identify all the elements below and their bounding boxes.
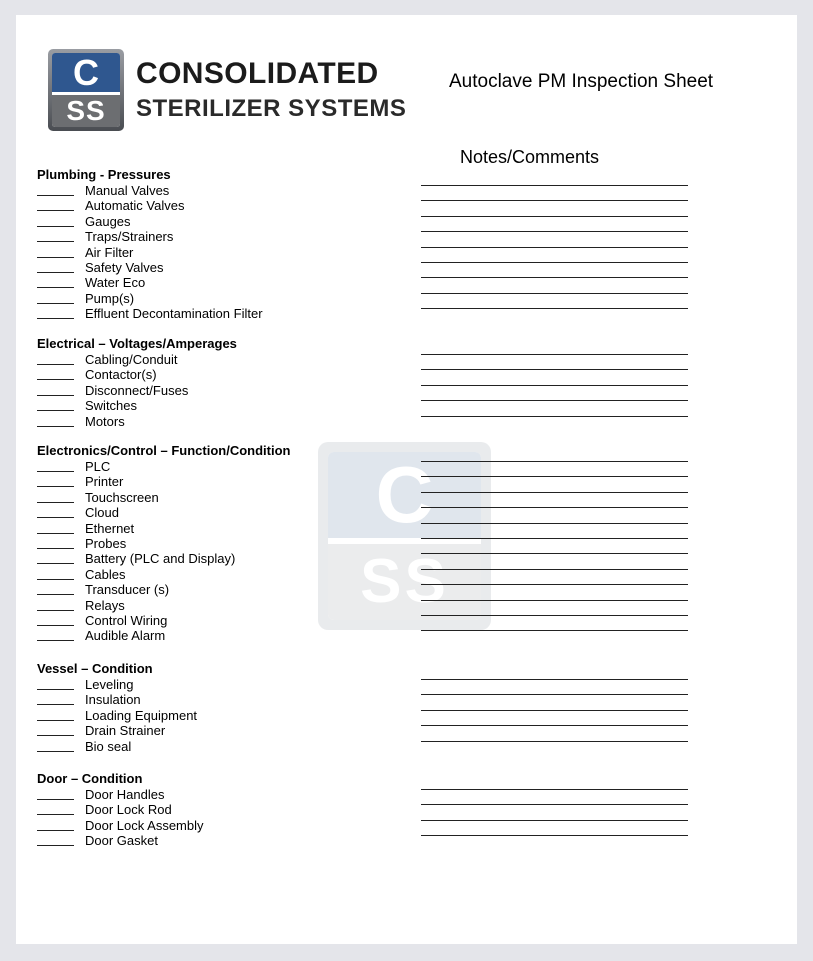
notes-line[interactable] — [421, 416, 688, 417]
watermark-top-letter: C — [328, 452, 481, 538]
page-title: Autoclave PM Inspection Sheet — [449, 71, 714, 92]
check-blank[interactable] — [37, 395, 74, 396]
check-blank[interactable] — [37, 379, 74, 380]
css-watermark-logo — [318, 442, 491, 630]
check-blank[interactable] — [37, 486, 74, 487]
brand-name-line1: CONSOLIDATED — [136, 57, 379, 90]
checklist-item-label: Control Wiring — [85, 613, 168, 628]
check-blank[interactable] — [37, 625, 74, 626]
check-blank[interactable] — [37, 720, 74, 721]
checklist-item-label: Pump(s) — [85, 290, 135, 306]
brand-name-line2: STERILIZER SYSTEMS — [136, 95, 407, 122]
check-blank[interactable] — [37, 579, 74, 580]
checklist-item-label: Contactor(s) — [85, 367, 157, 383]
section-heading: Vessel – Condition — [37, 661, 153, 676]
checklist-item-label: Leveling — [85, 677, 134, 692]
check-blank[interactable] — [37, 210, 74, 211]
check-blank[interactable] — [37, 735, 74, 736]
checklist-item-label: Traps/Strainers — [85, 229, 174, 245]
checklist-item-label: Touchscreen — [85, 489, 159, 505]
check-blank[interactable] — [37, 318, 74, 319]
checklist-item-label: Motors — [85, 413, 125, 429]
inspection-sheet-page — [16, 15, 797, 944]
section-heading: Electronics/Control – Function/Condition — [37, 443, 291, 458]
notes-line[interactable] — [421, 247, 688, 248]
notes-heading: Notes/Comments — [460, 147, 600, 167]
check-blank[interactable] — [37, 502, 74, 503]
check-blank[interactable] — [37, 594, 74, 595]
check-blank[interactable] — [37, 241, 74, 242]
checklist-item-label: Switches — [85, 398, 138, 414]
checklist-item-label: Door Lock Assembly — [85, 817, 204, 833]
section-heading: Electrical – Voltages/Amperages — [37, 336, 237, 351]
check-blank[interactable] — [37, 563, 74, 564]
checklist-item-label: PLC — [85, 459, 111, 474]
checklist-item-label: Effluent Decontamination Filter — [85, 306, 263, 322]
check-blank[interactable] — [37, 287, 74, 288]
notes-line[interactable] — [421, 216, 688, 217]
notes-line[interactable] — [421, 553, 688, 554]
check-blank[interactable] — [37, 814, 74, 815]
notes-line[interactable] — [421, 804, 688, 805]
checklist-item-label: Cloud — [85, 505, 119, 521]
notes-line[interactable] — [421, 615, 688, 616]
check-blank[interactable] — [37, 257, 74, 258]
notes-line[interactable] — [421, 492, 688, 493]
checklist-item-label: Water Eco — [85, 275, 146, 291]
notes-line[interactable] — [421, 400, 688, 401]
notes-line[interactable] — [421, 369, 688, 370]
checklist-item-label: Air Filter — [85, 244, 134, 260]
checklist-item-label: Ethernet — [85, 520, 135, 536]
checklist-item-label: Probes — [85, 536, 127, 551]
check-blank[interactable] — [37, 410, 74, 411]
checklist-item-label: Safety Valves — [85, 260, 164, 275]
notes-line[interactable] — [421, 694, 688, 695]
notes-line[interactable] — [421, 630, 688, 631]
checklist-item-label: Manual Valves — [85, 183, 170, 198]
checklist-item-label: Transducer (s) — [85, 582, 170, 598]
notes-line[interactable] — [421, 507, 688, 508]
check-blank[interactable] — [37, 610, 74, 611]
section-heading: Door – Condition — [37, 771, 143, 786]
checklist-item-label: Loading Equipment — [85, 707, 198, 723]
logo-top-letter: C — [52, 53, 120, 92]
css-logo — [48, 49, 124, 131]
check-blank[interactable] — [37, 548, 74, 549]
checklist-item-label: Door Handles — [85, 787, 165, 802]
check-blank[interactable] — [37, 533, 74, 534]
checklist-item-label: Battery (PLC and Display) — [85, 551, 236, 567]
notes-line[interactable] — [421, 789, 688, 790]
notes-line[interactable] — [421, 725, 688, 726]
section-heading: Plumbing - Pressures — [37, 167, 171, 182]
checklist-item-label: Relays — [85, 597, 125, 613]
notes-line[interactable] — [421, 820, 688, 821]
check-blank[interactable] — [37, 704, 74, 705]
check-blank[interactable] — [37, 640, 74, 641]
checklist-item-label: Cables — [85, 566, 126, 582]
check-blank[interactable] — [37, 226, 74, 227]
checklist-item-label: Automatic Valves — [85, 198, 185, 214]
notes-line[interactable] — [421, 741, 688, 742]
notes-line[interactable] — [421, 231, 688, 232]
checklist-item-label: Insulation — [85, 692, 141, 708]
checklist-item-label: Bio seal — [85, 738, 132, 754]
checklist-item-label: Printer — [85, 474, 124, 490]
checklist-item-label: Disconnect/Fuses — [85, 382, 189, 398]
notes-line[interactable] — [421, 710, 688, 711]
notes-line[interactable] — [421, 461, 688, 462]
notes-line[interactable] — [421, 385, 688, 386]
checklist-item-label: Audible Alarm — [85, 628, 166, 644]
checklist-item-label: Door Lock Rod — [85, 802, 172, 818]
notes-line[interactable] — [421, 293, 688, 294]
logo-bottom-letters: SS — [52, 95, 120, 127]
check-blank[interactable] — [37, 845, 74, 846]
checklist-item-label: Drain Strainer — [85, 723, 166, 739]
notes-line[interactable] — [421, 262, 688, 263]
checklist-item-label: Cabling/Conduit — [85, 352, 178, 367]
notes-line[interactable] — [421, 523, 688, 524]
notes-line[interactable] — [421, 354, 688, 355]
notes-line[interactable] — [421, 308, 688, 309]
check-blank[interactable] — [37, 195, 74, 196]
notes-line[interactable] — [421, 835, 688, 836]
check-blank[interactable] — [37, 471, 74, 472]
notes-line[interactable] — [421, 200, 688, 201]
notes-line[interactable] — [421, 277, 688, 278]
check-blank[interactable] — [37, 517, 74, 518]
check-blank[interactable] — [37, 799, 74, 800]
notes-line[interactable] — [421, 679, 688, 680]
notes-line[interactable] — [421, 600, 688, 601]
watermark-bottom-letters: SS — [328, 544, 481, 620]
checklist-item-label: Gauges — [85, 213, 131, 229]
notes-line[interactable] — [421, 538, 688, 539]
check-blank[interactable] — [37, 830, 74, 831]
notes-line[interactable] — [421, 584, 688, 585]
check-blank[interactable] — [37, 426, 74, 427]
check-blank[interactable] — [37, 272, 74, 273]
check-blank[interactable] — [37, 689, 74, 690]
notes-line[interactable] — [421, 569, 688, 570]
check-blank[interactable] — [37, 751, 74, 752]
notes-line[interactable] — [421, 185, 688, 186]
notes-line[interactable] — [421, 476, 688, 477]
check-blank[interactable] — [37, 364, 74, 365]
checklist-item-label: Door Gasket — [85, 833, 158, 849]
check-blank[interactable] — [37, 303, 74, 304]
